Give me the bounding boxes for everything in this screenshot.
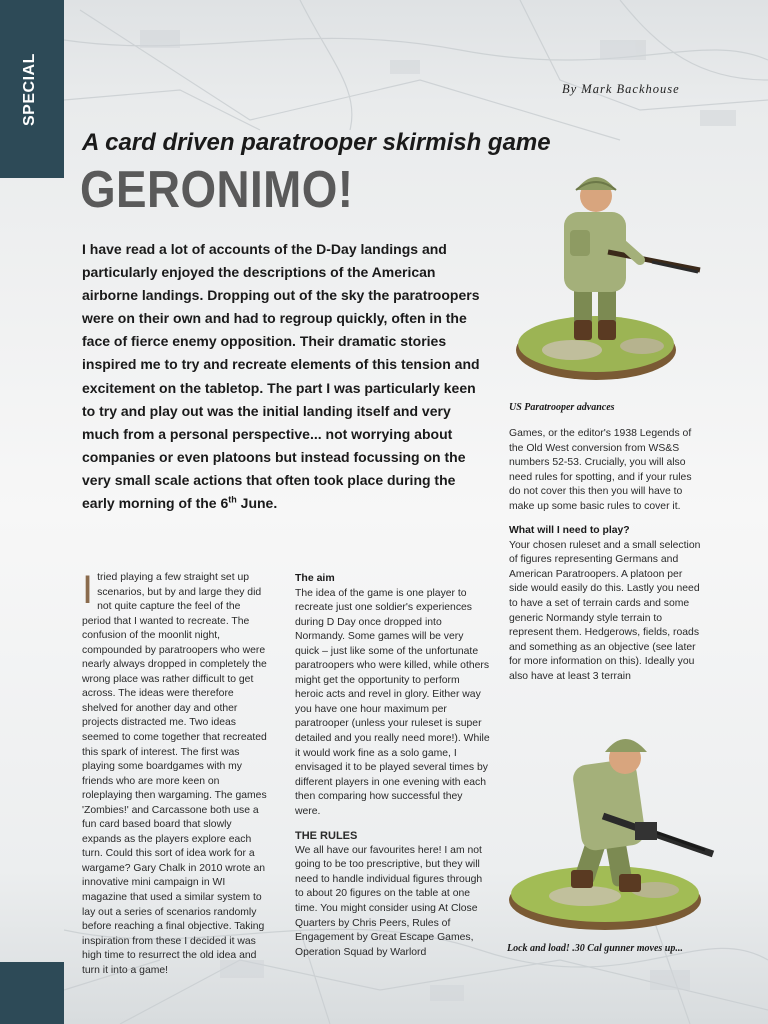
col1-text: tried playing a few straight set up scenarios, but by and large they did not quite capture the feel of the period that I wanted to recreate. The confusion of the moonlit night, compounded by paratroopers who were nearly always dropped in completely the wrong place was rather difficult to get across. The ideas were therefore shelved for another day and other projects distracted me. Two ideas seemed to come together that recreated this spark of interest. The first was playing some boardgames with my friends who are more keen on roleplaying then wargaming. The games 'Zombies!' and Carcassone both use a fun card based board that slowly expands as the players explore each turn. Could this sort of idea work for a wargame? Gary Chalk in 2010 wrote an innovative mini campaign in WI magazine that used a similar system to lay out a series of scenarios randomly before reaching a final objective. Taking inspiration from these I decided it was high time to resurrect the old idea and turn it into a game! <box>82 572 267 976</box>
intro-date-sup: th <box>228 494 237 505</box>
body-column-3 <box>509 427 703 684</box>
heading-the-rules: THE RULES <box>295 830 358 843</box>
intro-date-num: 6 <box>220 495 229 512</box>
paratrooper-advancing-photo <box>512 160 708 392</box>
col3-cont-text: Games, or the editor's 1938 Legends of the Old West conversion from WS&S numbers 52-53. Crucially, you will also need rules for spotting, and if your rules do not cover this then you will have to make up some basic rules to cover it. <box>509 428 692 512</box>
byline: By Mark Backhouse <box>562 82 680 96</box>
gunner-photo <box>505 728 720 938</box>
need-text: Your chosen ruleset and a small selection of figures representing Germans and American Paratroopers. A platoon per side would easily do this. Lastly you need to have a set of terrain cards and some generic Normandy style terrain to represent them. Hedgerows, fields, roads and something as an objective (see later for more information on this). Ideally you also have at least 3 terrain <box>509 539 701 682</box>
intro-text: I have read a lot of accounts of the D-Day landings and particularly enjoyed the descriptions of the American airborne landings. Dropping out of the sky the paratroopers were on their own and had to regroup quickly, often in the face of fierce enemy opposition. Their dramatic stories inspired me to try and recreate elements of this tension and excitement on the tabletop. The part I was particularly keen to try and play out was the initial landing itself and very much from a personal perspective... not worrying about companies or even platoons but instead focussing on the very small scale actions that often took place during the early morning of the <box>82 241 480 512</box>
intro-paragraph <box>82 238 482 515</box>
section-tab-bottom <box>0 962 64 1024</box>
article-title: GERONIMO! <box>80 161 354 219</box>
photo-caption-top: US Paratrooper advances <box>509 402 615 413</box>
aim-text: The idea of the game is one player to recreate just one soldier's experiences during D Day once dropped into Normandy. Some games will be very quick – just like some of the unfortunate paratroopers who were killed, while others might get the opportunity to perform heroic acts and revel in glory. Either way you have one hour maximum per paratrooper (unless your ruleset is super detailed and you really need more!). While it would work fine as a solo game, I envisaged it to be played several times by different players in one evening with each then comparing how successful they were. <box>295 587 490 817</box>
body-column-2 <box>295 571 490 960</box>
photo-caption-bottom: Lock and load! .30 Cal gunner moves up... <box>507 943 683 954</box>
heading-what-need: What will I need to play? <box>509 525 630 537</box>
drop-cap: I <box>82 568 94 612</box>
article-subtitle: A card driven paratrooper skirmish game <box>82 129 551 156</box>
section-label-text: SPECIAL <box>21 53 38 126</box>
rules-text: We all have our favourites here! I am not going to be too prescriptive, but they will need to handle individual figures through to about 20 figures on the table at one time. You might consider using At Close Quarters by Chris Peers, Rules of Engagement by Great Escape Games, Operation Squad by Warlord <box>295 844 483 958</box>
body-column-1 <box>82 568 271 978</box>
intro-date-tail: June. <box>236 495 278 512</box>
heading-the-aim: The aim <box>295 572 335 584</box>
